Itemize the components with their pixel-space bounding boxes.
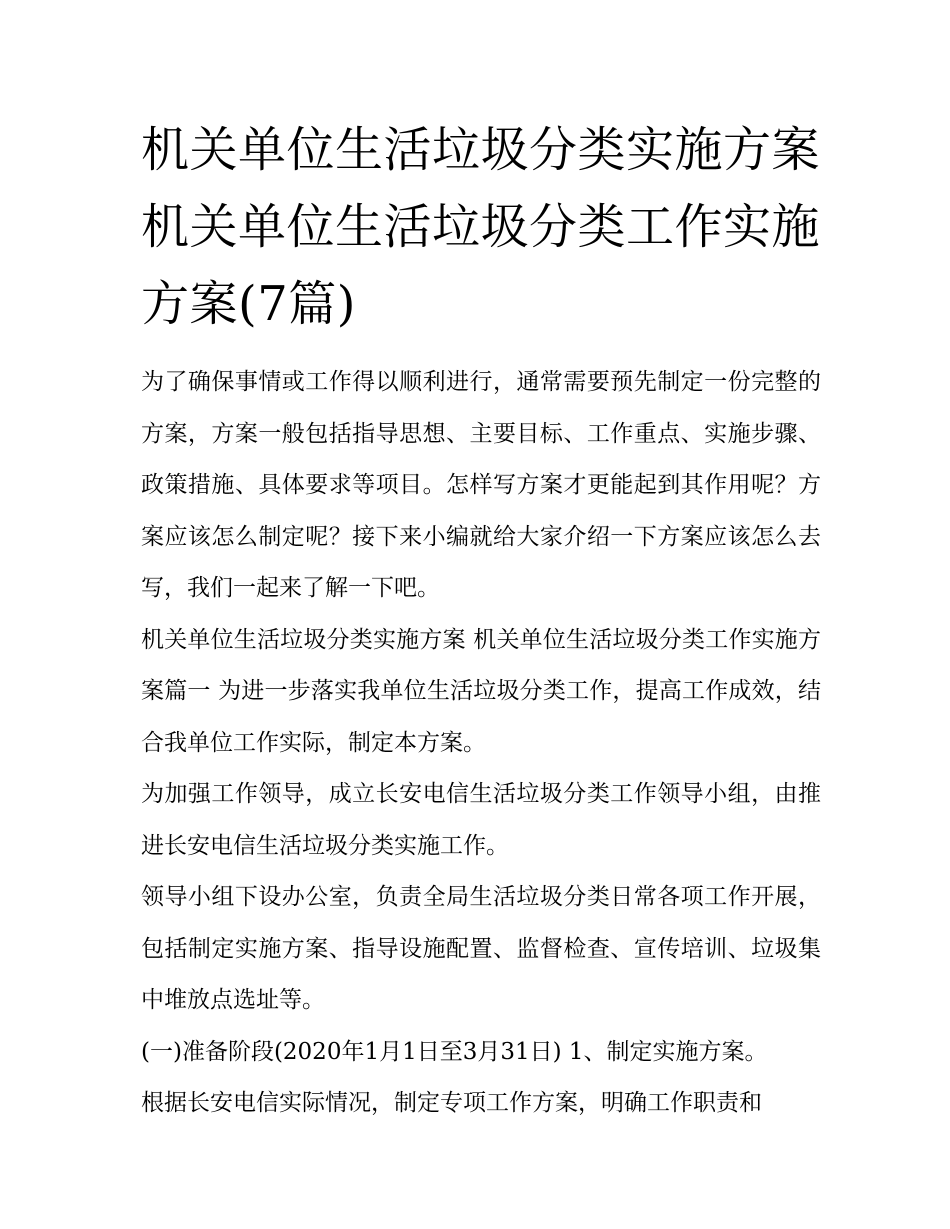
paragraph-office-duties: 领导小组下设办公室，负责全局生活垃圾分类日常各项工作开展，包括制定实施方案、指导设施配置、监督检查、宣传培训、垃圾集中堆放点选址等。 — [141, 884, 821, 1013]
paragraph-plan-details: 根据长安电信实际情况，制定专项工作方案，明确工作职责和 — [141, 1090, 762, 1116]
document-content — [141, 112, 821, 1130]
paragraph-section-one: 机关单位生活垃圾分类实施方案 机关单位生活垃圾分类工作实施方案篇一 为进一步落实我单位生活垃圾分类工作，提高工作成效，结合我单位工作实际，制定本方案。 — [141, 626, 821, 756]
document-title: 机关单位生活垃圾分类实施方案 机关单位生活垃圾分类工作实施方案(7篇) — [141, 122, 821, 332]
paragraph-leadership-group: 为加强工作领导，成立长安电信生活垃圾分类工作领导小组，由推进长安电信生活垃圾分类实施工作。 — [141, 781, 821, 859]
paragraph-preparation-stage: (一)准备阶段(2020年1月1日至3月31日) 1、制定实施方案。 — [141, 1038, 768, 1065]
paragraph-intro: 为了确保事情或工作得以顺利进行，通常需要预先制定一份完整的方案，方案一般包括指导思想、主要目标、工作重点、实施步骤、政策措施、具体要求等项目。怎样写方案才更能起到其作用呢？方案应该怎么制定呢？接下来小编就给大家介绍一下方案应该怎么去写，我们一起来了解一下吧。 — [141, 369, 821, 601]
